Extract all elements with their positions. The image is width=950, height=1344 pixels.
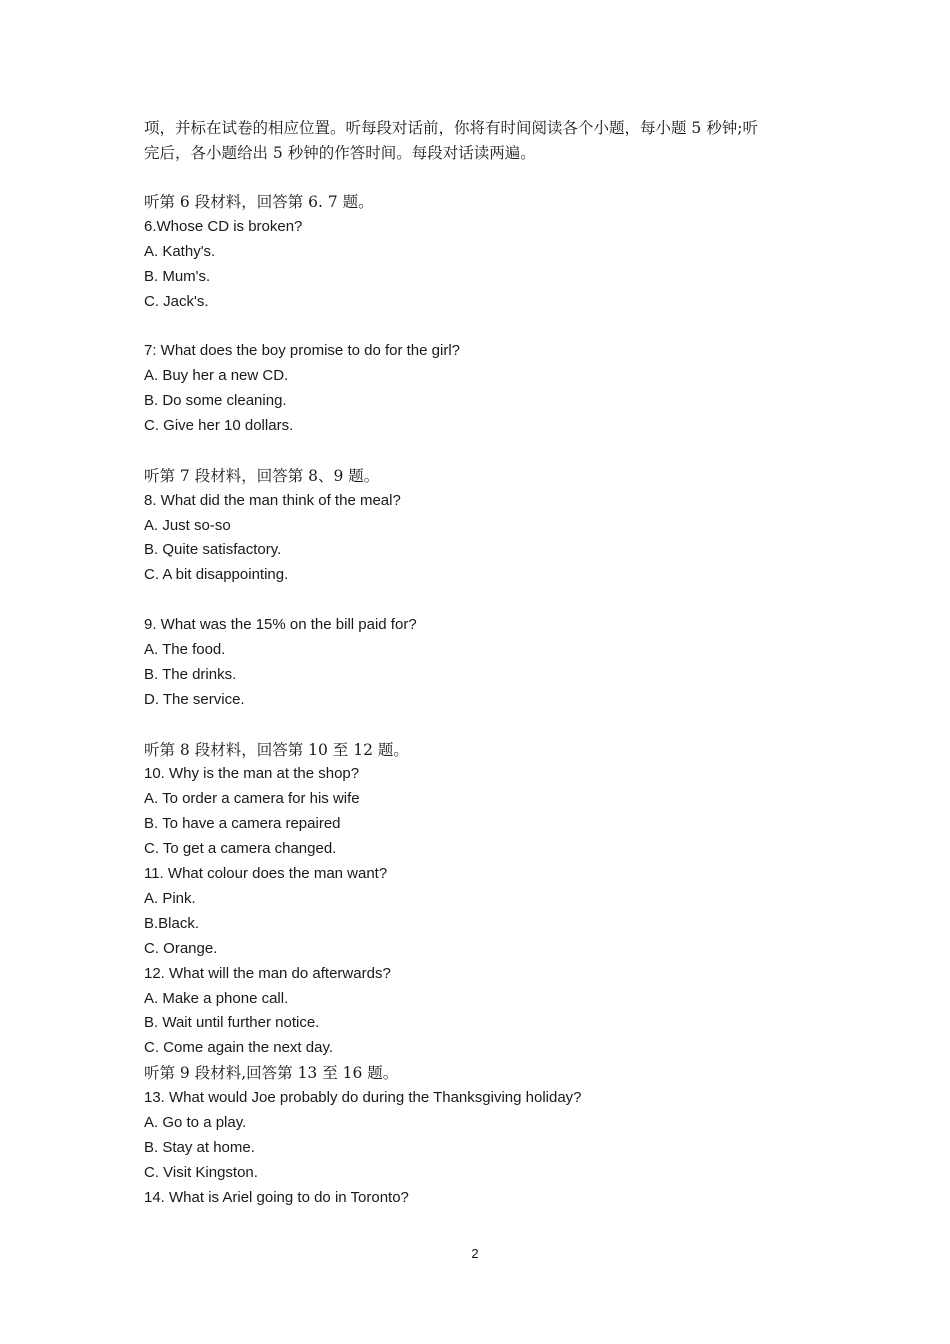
answer-option: A. Buy her a new CD. (144, 367, 289, 385)
section-heading: 听第 8 段材料，回答第 10 至 12 题。 (144, 740, 409, 759)
answer-option: B. To have a camera repaired (144, 815, 341, 833)
question-text: 10. Why is the man at the shop? (144, 765, 360, 783)
answer-option: A. To order a camera for his wife (144, 790, 360, 808)
answer-option: A. Kathy's. (144, 242, 216, 260)
instructions-line: 完后，各小题给出 5 秒钟的作答时间。每段对话读两遍。 (144, 144, 536, 162)
question-text: 9. What was the 15% on the bill paid for? (144, 616, 417, 634)
answer-option: C. Come again the next day. (144, 1039, 333, 1057)
answer-option: D. The service. (144, 690, 245, 708)
answer-option: A. Make a phone call. (144, 989, 289, 1007)
section-heading: 听第 9 段材料,回答第 13 至 16 题。 (144, 1064, 399, 1083)
question-text: 14. What is Ariel going to do in Toronto? (144, 1188, 409, 1206)
questions-content (144, 190, 814, 1211)
answer-option: B. Quite satisfactory. (144, 541, 282, 559)
section-heading: 听第 6 段材料，回答第 6. 7 题。 (144, 193, 374, 211)
question-text: 6.Whose CD is broken? (144, 217, 303, 235)
answer-option: B. Wait until further notice. (144, 1014, 320, 1032)
answer-option: A. Pink. (144, 889, 196, 907)
answer-option: B.Black. (144, 914, 200, 932)
answer-option: B. Do some cleaning. (144, 392, 287, 410)
answer-option: A. The food. (144, 641, 226, 659)
answer-option: B. Mum's. (144, 267, 211, 285)
question-text: 8. What did the man think of the meal? (144, 491, 401, 509)
answer-option: C. A bit disappointing. (144, 566, 289, 584)
answer-option: C. Visit Kingston. (144, 1163, 258, 1181)
instructions-paragraph (144, 116, 814, 166)
question-text: 11. What colour does the man want? (144, 865, 388, 883)
answer-option: C. Give her 10 dollars. (144, 417, 294, 435)
spacer (144, 713, 814, 738)
spacer (144, 588, 814, 613)
answer-option: A. Just so-so (144, 516, 231, 534)
question-text: 12. What will the man do afterwards? (144, 964, 391, 982)
section-heading: 听第 7 段材料，回答第 8、9 题。 (144, 466, 380, 485)
spacer (144, 439, 814, 464)
answer-option: C. Orange. (144, 939, 218, 957)
spacer (144, 314, 814, 339)
instructions-line: 项，并标在试卷的相应位置。听每段对话前，你将有时间阅读各个小题，每小题 5 秒钟;听 (144, 119, 758, 137)
question-text: 7: What does the boy promise to do for the girl? (144, 342, 461, 360)
answer-option: C. To get a camera changed. (144, 840, 337, 858)
answer-option: A. Go to a play. (144, 1113, 247, 1131)
answer-option: B. Stay at home. (144, 1138, 255, 1156)
answer-option: C. Jack's. (144, 292, 209, 310)
question-text: 13. What would Joe probably do during the Thanksgiving holiday? (144, 1089, 582, 1107)
answer-option: B. The drinks. (144, 665, 237, 683)
page-number: 2 (471, 1246, 479, 1261)
